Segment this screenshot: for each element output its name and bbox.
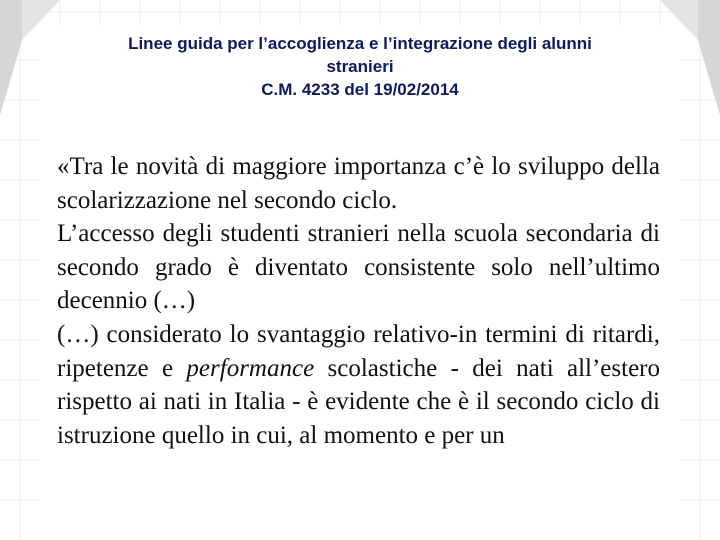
slide-title bbox=[40, 32, 680, 101]
paragraph-3-text-b: scolastiche - dei nati all’estero rispetto ai nati in Italia - è evidente che è il secondo ciclo di istruzione quello in cui, al momento e per un bbox=[57, 354, 661, 449]
paragraph-2: L’accesso degli studenti stranieri nella scuola secondaria di secondo grado è diventato consistente solo nell’ultimo decennio (…) bbox=[57, 220, 660, 315]
title-line-1: Linee guida per l’accoglienza e l’integrazione degli alunni bbox=[128, 34, 592, 53]
paragraph-3-italic-word: performance bbox=[186, 354, 315, 382]
title-line-2: stranieri bbox=[326, 57, 394, 76]
paragraph-3 bbox=[57, 318, 660, 452]
paragraph-1: «Tra le novità di maggiore importanza c’è lo sviluppo della scolarizzazione nel secondo ciclo. bbox=[57, 153, 660, 214]
quote-body bbox=[57, 150, 660, 452]
title-line-3: C.M. 4233 del 19/02/2014 bbox=[261, 80, 459, 99]
paragraph-3-text-a: (…) considerato lo svantaggio relativo-in termini di ritardi, ripetenze e bbox=[57, 320, 660, 382]
